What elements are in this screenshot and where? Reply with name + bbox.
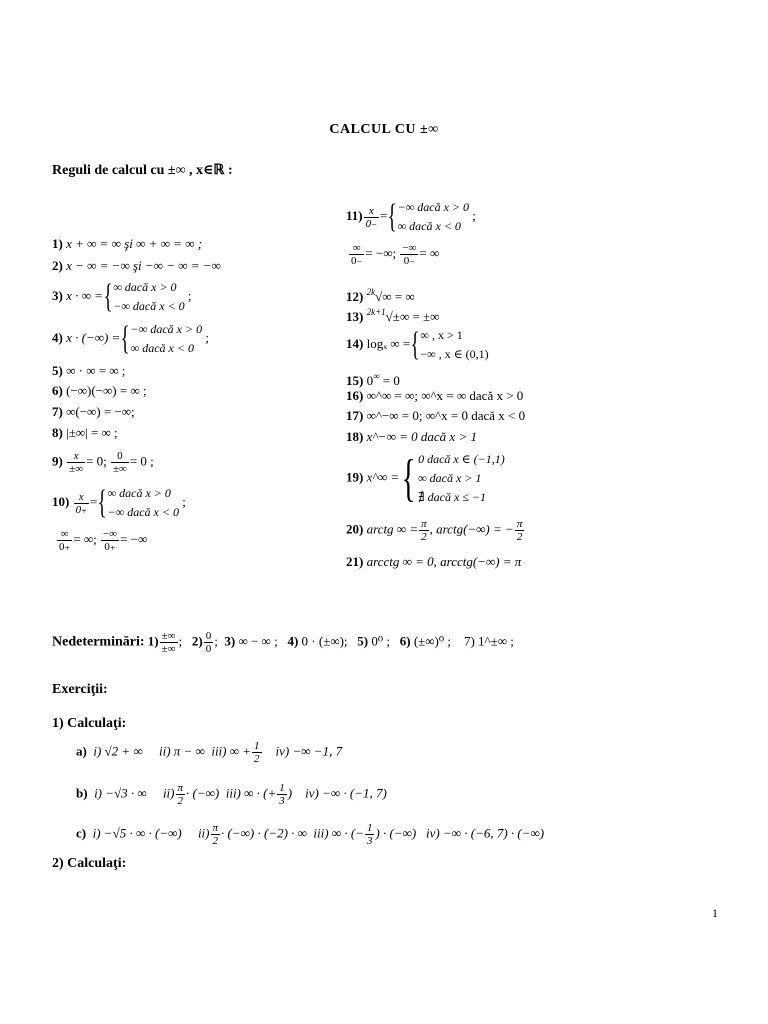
nedeterminari-line: Nedeterminări: 1) $\frac{\pm\infty}{\pm\infty}$ ; 2) $\frac{0}{0}$ ; 3) ∞ − ∞ ; 4) 0 · (±∞); 5) 0⁰ ; 6) (±∞)⁰ ; 7) 1^±∞ ; [52,630,514,655]
exercitii-heading: Exerciţii: [52,682,108,697]
rule-7: 7) ∞(−∞) = −∞; [52,404,135,419]
rule-14: 14) logₓ ∞ ={ ∞ , x > 1 −∞ , x ∈ (0,1) [346,326,489,363]
rule-17: 17) ∞^−∞ = 0; ∞^x = 0 dacă x < 0 [346,408,526,423]
rule-11: 11) $\frac{x}{0_-}$ ={ −∞ dacă x > 0 ∞ dacă x < 0 ; [346,198,476,235]
rule-20: 20) arctg ∞ = $\frac{\pi}{2}$ , arctg(−∞) = − $\frac{\pi}{2}$ [346,518,523,543]
exercise-1-heading: 1) Calculaţi: [52,716,127,731]
exercise-1b: b) i) −√3 · ∞ ii) $\frac{\pi}{2}$ · (−∞) iii) ∞ · (+ $\frac{1}{3}$ ) iv) −∞ · (−1, 7) [76,782,387,807]
rule-8: 8) |±∞| = ∞ ; [52,425,118,440]
rule-9: 9) $\frac{x}{\pm\infty}$ = 0; $\frac{0}{\pm\infty}$ = 0 ; [52,450,154,475]
rules-heading: Reguli de calcul cu ±∞ , x∈ℝ : [52,163,233,178]
rule-18: 18) x^−∞ = 0 dacă x > 1 [346,429,477,444]
page-number: 1 [712,906,718,920]
rule-19: 19) x^∞ ={ 0 dacă x ∈ (−1,1) ∞ dacă x > 1 ∄ dacă x ≤ −1 [346,449,505,507]
rule-5: 5) ∞ · ∞ = ∞ ; [52,363,126,378]
rule-11b: $\frac{\infty}{0_-}$ = −∞; $\frac{-\infty}{0_-}$ = ∞ [351,242,440,267]
rule-12: 12) $^{2k}$√∞ = ∞ [346,287,415,304]
rule-16: 16) ∞^∞ = ∞; ∞^x = ∞ dacă x > 0 [346,388,524,403]
rule-2: 2) x − ∞ = −∞ şi −∞ − ∞ = −∞ [52,258,221,273]
rule-6: 6) (−∞)(−∞) = ∞ ; [52,383,147,398]
rule-10b: $\frac{\infty}{0_+}$ = ∞; $\frac{-\infty}{0_+}$ = −∞ [59,528,148,553]
exercise-1a: a) i) √2 + ∞ ii) π − ∞ iii) ∞ + $\frac{1}{2}$ iv) −∞ −1, 7 [76,740,343,765]
exercise-1c: c) i) −√5 · ∞ · (−∞) ii) $\frac{\pi}{2}$ · (−∞) · (−2) · ∞ iii) ∞ · (− $\frac{1}{3}$ ) · (−∞) iv) −∞ · (−6, 7) · (−∞) [76,822,545,847]
rule-13: 13) $^{2k+1}$√±∞ = ±∞ [346,307,440,324]
rule-15: 15) 0∞ = 0 [346,371,400,388]
rule-10: 10) $\frac{x}{0_+}$ ={ ∞ dacă x > 0 −∞ dacă x < 0 ; [52,484,186,521]
rule-4: 4) x · (−∞) ={ −∞ dacă x > 0 ∞ dacă x < 0 ; [52,320,209,357]
rule-21: 21) arcctg ∞ = 0, arcctg(−∞) = π [346,554,522,569]
rule-1: 1) x + ∞ = ∞ şi ∞ + ∞ = ∞ ; [52,236,203,251]
rule-3: 3) x · ∞ ={ ∞ dacă x > 0 −∞ dacă x < 0 ; [52,278,192,315]
page-title: CALCUL CU ±∞ [329,122,439,137]
exercise-2-heading: 2) Calculaţi: [52,856,127,871]
